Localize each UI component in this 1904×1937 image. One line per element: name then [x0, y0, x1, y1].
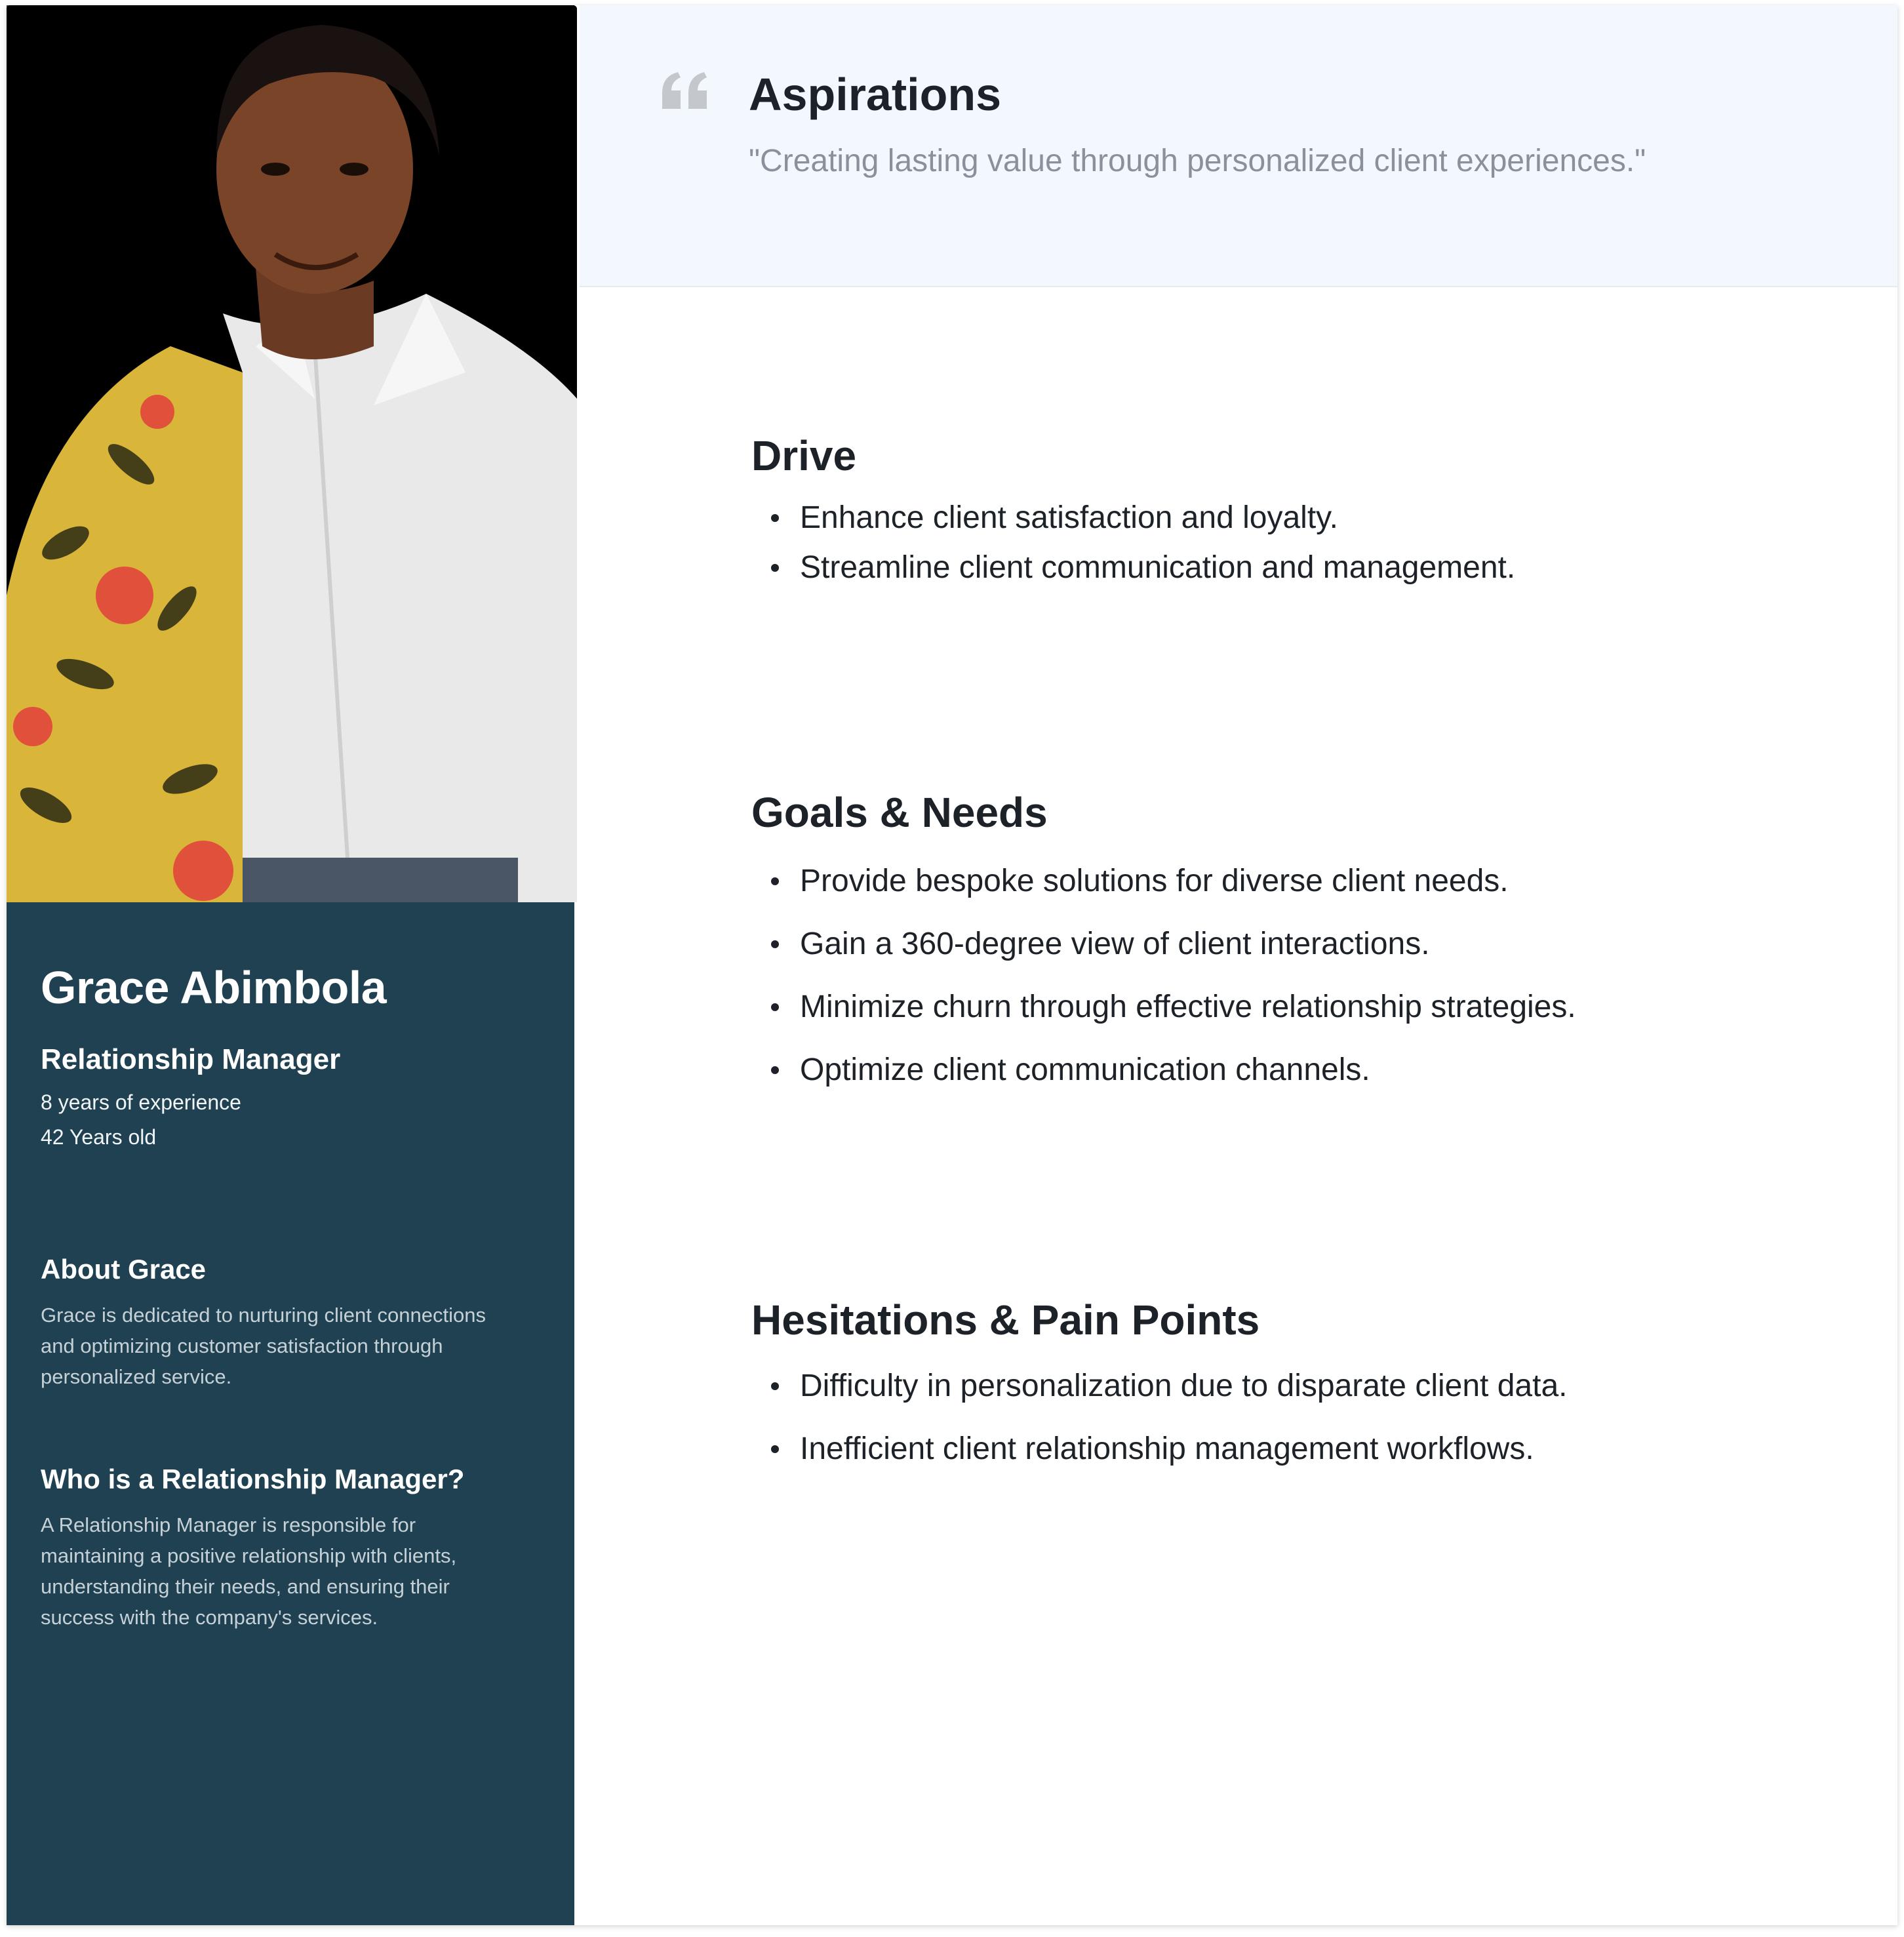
hesitations-section [751, 1297, 1827, 1481]
drive-title: Drive [751, 432, 857, 479]
list-item: Streamline client communication and management. [751, 543, 1827, 593]
person-photo-icon [7, 5, 577, 902]
aspirations-quote: "Creating lasting value through personalized client experiences." [749, 144, 1646, 178]
goals-list [751, 850, 1827, 1102]
persona-experience: 8 years of experience [41, 1090, 241, 1114]
role-description-heading: Who is a Relationship Manager? [41, 1464, 465, 1494]
role-description-section [41, 1464, 519, 1633]
drive-list [751, 493, 1827, 593]
goals-section [751, 789, 1827, 1102]
persona-role: Relationship Manager [41, 1043, 341, 1075]
about-text: Grace is dedicated to nurturing client connections and optimizing customer satisfaction through personalized service. [41, 1304, 486, 1388]
list-item: Gain a 360-degree view of client interactions. [751, 913, 1827, 976]
persona-sidebar [7, 5, 574, 1925]
hesitations-title: Hesitations & Pain Points [751, 1296, 1260, 1344]
hesitations-list [751, 1355, 1827, 1481]
quote-icon [658, 68, 711, 114]
persona-photo [7, 5, 577, 902]
drive-section [751, 433, 1827, 593]
list-item: Difficulty in personalization due to disparate client data. [751, 1355, 1827, 1418]
persona-meta [41, 1085, 552, 1155]
about-section [41, 1254, 519, 1392]
persona-age: 42 Years old [41, 1125, 157, 1149]
list-item: Inefficient client relationship management workflows. [751, 1418, 1827, 1481]
persona-name: Grace Abimbola [41, 962, 387, 1013]
goals-title: Goals & Needs [751, 789, 1048, 836]
persona-profile [41, 963, 552, 1155]
list-item: Enhance client satisfaction and loyalty. [751, 493, 1827, 543]
list-item: Minimize churn through effective relationship strategies. [751, 976, 1827, 1039]
role-description-text: A Relationship Manager is responsible for maintaining a positive relationship with clients, understanding their needs, and ensuring their success with the company's services. [41, 1513, 457, 1629]
aspirations-banner [580, 5, 1897, 287]
persona-card [7, 5, 1897, 1925]
aspirations-title: Aspirations [749, 69, 1002, 120]
about-heading: About Grace [41, 1254, 207, 1285]
list-item: Provide bespoke solutions for diverse client needs. [751, 850, 1827, 913]
list-item: Optimize client communication channels. [751, 1039, 1827, 1102]
